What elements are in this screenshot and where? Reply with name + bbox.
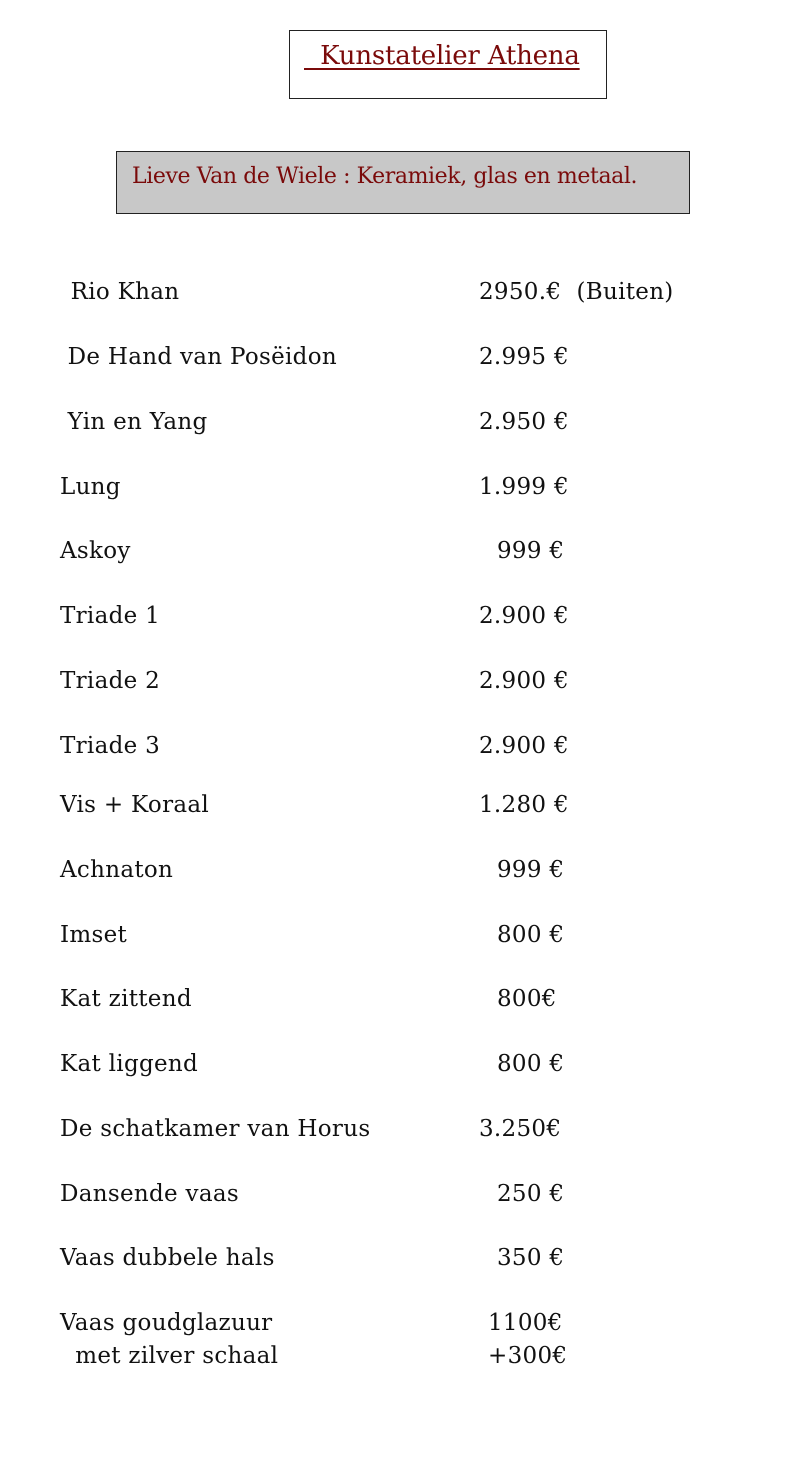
artwork-name: Askoy [60,538,131,564]
artwork-price: 999 € [497,538,565,564]
artwork-name: Achnaton [60,857,174,883]
artwork-price: 1.280 € [479,792,569,818]
subtitle-box [116,151,690,214]
artwork-name: Vis + Koraal [60,792,210,818]
artwork-name: Vaas dubbele hals [60,1245,275,1271]
price-row [0,1051,800,1085]
artwork-name: Triade 3 [60,733,161,759]
price-row [0,857,800,891]
artwork-price: 800 € [497,922,565,948]
artwork-price: 1.999 € [479,474,569,500]
price-row [0,1181,800,1215]
page-title: Kunstatelier Athena [304,41,580,71]
artwork-price: 1100€ [488,1310,563,1336]
artwork-name: Lung [60,474,121,500]
artwork-name: Triade 1 [60,603,161,629]
artwork-name: Triade 2 [60,668,161,694]
price-row [0,1310,800,1344]
price-row [0,1116,800,1150]
artwork-price: 2950.€ (Buiten) [479,279,674,305]
price-row [0,279,800,313]
artwork-price: 800€ [497,986,557,1012]
price-row [0,344,800,378]
price-row [0,792,800,826]
artwork-price: 2.900 € [479,603,569,629]
artwork-price: 2.950 € [479,409,569,435]
artwork-name: Vaas goudglazuur [60,1310,273,1336]
price-row [0,474,800,508]
artwork-name: De schatkamer van Horus [60,1116,371,1142]
artwork-name: met zilver schaal [60,1343,279,1369]
artwork-name: Kat zittend [60,986,192,1012]
price-row [0,1245,800,1279]
price-row [0,986,800,1020]
price-row [0,733,800,767]
artwork-name: Kat liggend [60,1051,199,1077]
title-box [289,30,607,99]
page-subtitle: Lieve Van de Wiele : Keramiek, glas en metaal. [132,164,638,189]
price-row [0,603,800,637]
artwork-price: 350 € [497,1245,565,1271]
artwork-price: 2.900 € [479,733,569,759]
artwork-price: 2.900 € [479,668,569,694]
price-row [0,668,800,702]
artwork-name: De Hand van Posëidon [60,344,337,370]
artwork-price: +300€ [488,1343,568,1369]
price-row [0,922,800,956]
artwork-price: 250 € [497,1181,565,1207]
artwork-name: Yin en Yang [60,409,208,435]
artwork-price: 800 € [497,1051,565,1077]
price-row [0,1343,800,1377]
artwork-price: 3.250€ [479,1116,562,1142]
artwork-name: Imset [60,922,128,948]
artwork-price: 999 € [497,857,565,883]
price-row [0,538,800,572]
price-row [0,409,800,443]
artwork-name: Rio Khan [63,279,180,305]
artwork-name: Dansende vaas [60,1181,239,1207]
artwork-price: 2.995 € [479,344,569,370]
